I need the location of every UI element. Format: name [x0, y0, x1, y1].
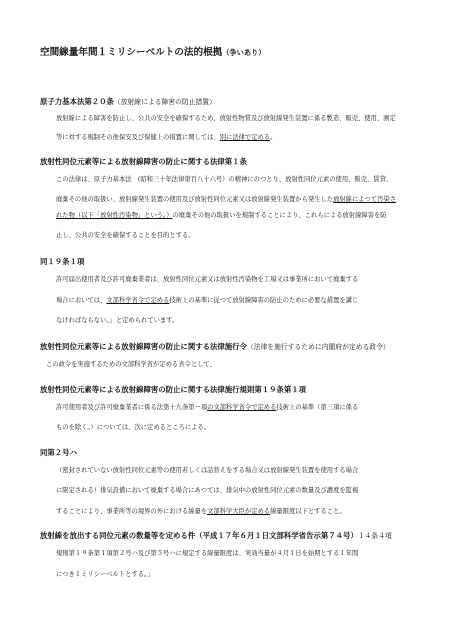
paragraph-line: 放射線による障害を防止し、公共の安全を確保するため、放射性物質及び放射線発生装置に係る製造、販売、使用、測定 — [56, 115, 396, 122]
paragraph-line: 場合においては、文部科学省令で定める技術上の基準に従つて放射線障害の防止のために必要な措置を講じ — [56, 297, 359, 304]
underlined-phrase: れた物（以下「放射性汚染物」という。） — [56, 212, 173, 219]
paragraph-line: れた物（以下「放射性汚染物」という。）の廃棄その他の取扱いを規制することにより、これらによる放射線障害を防 — [56, 212, 387, 219]
paragraph-line: ものを除く。）については、次に定めるところによる。 — [56, 424, 211, 431]
section-heading: 放射性同位元素等による放射線障害の防止に関する法律施行規則第１９条第１項 — [40, 385, 307, 394]
section-heading: 同第２号ハ — [40, 448, 77, 457]
paragraph-line: （密封されていない放射性同位元素等の使用若しくは詰替えをする場合又は放射線発生装置を使用する場合 — [56, 467, 359, 474]
paragraph-line: することにより、事業所等の境界の外における線量を文部科学大臣が定める線量限度以下とすること。 — [56, 508, 346, 515]
section-radiation-hazard-law-art1 — [40, 156, 422, 167]
title-tag: （争いあり） — [222, 48, 266, 57]
paragraph-line: に限定される）排気設備において廃棄する場合にあつては、排気中の放射性同位元素の数量及び濃度を監視 — [56, 487, 359, 494]
paragraph-line: なければならない。」と定められています。 — [56, 317, 179, 324]
section-art19-para1 — [40, 256, 422, 267]
underlined-phrase: 放射線によつて汚染さ — [333, 196, 397, 203]
section-heading: 放射性同位元素等による放射線障害の防止に関する法律施行令（法律を施行するために内閣府が定める政令） — [40, 342, 390, 351]
underlined-phrase: 別に法律で定める — [219, 134, 271, 141]
paragraph-line: 止し、公共の安全を確保することを目的とする。 — [56, 232, 195, 239]
section-heading: 放射性同位元素等による放射線障害の防止に関する法律第１条 — [40, 157, 247, 166]
section-enforcement-order — [40, 341, 422, 352]
underlined-phrase: 文部科学大臣が定める — [207, 508, 271, 515]
underlined-phrase: の文部科学省令で定める — [207, 404, 277, 411]
page-title: 空間線量年間１ミリシーベルトの法的根拠（争いあり） — [40, 47, 266, 58]
section-atomic-energy-basic-act — [40, 96, 422, 107]
section-heading: 同１９条１項 — [40, 257, 85, 266]
section-mext-notice-74 — [40, 530, 422, 541]
paragraph-line: 等に対する規制その他保安及び保健上の措置に関しては、別に法律で定める。 — [56, 134, 277, 141]
section-enforcement-regulation-art19 — [40, 384, 422, 395]
section-item2-ha — [40, 447, 422, 458]
paragraph-line: この政令を実施するための文部科学省が定める省令として、 — [46, 361, 216, 368]
underlined-phrase: 文部科学省令で定める — [106, 297, 170, 304]
paragraph-line: 規則第１９条第１項第２号ハ及び第５号ハに規定する線量限度は、実効当量が４月１日を始期とする１年間 — [56, 550, 359, 557]
section-heading: 原子力基本法第２０条（放射線による障害の防止措置） — [40, 97, 216, 106]
paragraph-line: 廃棄その他の取扱い、放射線発生装置の使用及び放射性同位元素又は放射線発生装置から発生した放射線によつて汚染さ — [56, 196, 397, 203]
paragraph-line: 許可使用者及び許可廃棄業者に係る法第十九条第一項の文部科学省令で定める技術上の基準（第三項に係る — [56, 404, 359, 411]
paragraph-line: この法律は、原子力基本法 (昭和三十年法律第百八十六号）の精神にのつとり、放射性同位元素の使用、販売、賃貸、 — [56, 176, 393, 183]
paragraph-line: 許可届出使用者及び許可廃棄業者は、放射性同位元素又は放射性汚染物を工場又は事業所において廃棄する — [56, 276, 359, 283]
paragraph-line: につき１ミリシーベルトとする。」 — [56, 571, 154, 578]
section-heading: 放射線を放出する同位元素の数量等を定める件（平成１７年６月１日文部科学省告示第７４号）１４条４項 — [40, 531, 392, 540]
